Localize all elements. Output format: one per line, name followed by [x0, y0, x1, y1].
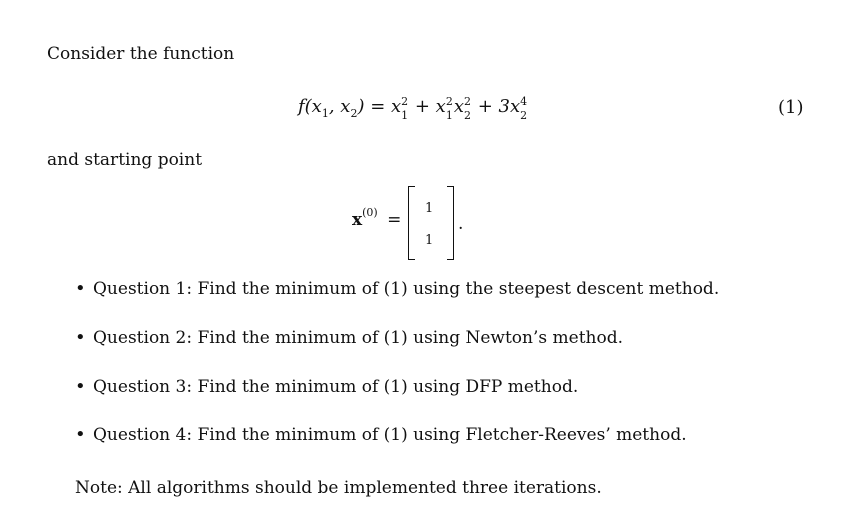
- eq-x2: x: [453, 96, 464, 117]
- start-point-lhs: [352, 206, 402, 230]
- eq-term2b-sub: 2: [464, 109, 471, 122]
- matrix-cell-2: 1: [425, 233, 434, 248]
- equation-number: (1): [778, 97, 804, 118]
- note-text: Note: All algorithms should be implemented three iterations.: [75, 478, 602, 498]
- eq-plus1: + x: [409, 96, 446, 117]
- starting-text: and starting point: [47, 150, 203, 170]
- equation-1: [298, 95, 528, 122]
- eq-term2b-scripts: [464, 95, 472, 122]
- bullet-icon: •: [75, 327, 86, 348]
- bullet-icon: •: [75, 278, 86, 299]
- list-item-question-1: [75, 278, 719, 299]
- matrix-cell-1: 1: [425, 201, 434, 216]
- start-point-symbol: x: [352, 210, 363, 230]
- matrix-right-bracket: [447, 186, 454, 260]
- eq-sub-1: 1: [321, 106, 329, 120]
- bullet-icon: •: [75, 376, 86, 397]
- eq-sep: , x: [328, 96, 351, 117]
- eq-term1-scripts: [401, 95, 409, 122]
- list-item-question-3: [75, 376, 578, 397]
- start-point-period: .: [458, 214, 464, 234]
- eq-plus2: + 3x: [472, 96, 521, 117]
- eq-term2b-exp: 2: [464, 95, 471, 108]
- list-item-question-4: [75, 424, 687, 445]
- question-4-text: Question 4: Find the minimum of (1) using Fletcher-Reeves’ method.: [93, 425, 687, 445]
- eq-lhs: f(x: [298, 96, 322, 117]
- eq-term2a-exp: 2: [445, 95, 453, 108]
- question-3-text: Question 3: Find the minimum of (1) using DFP method.: [93, 377, 579, 397]
- intro-text: Consider the function: [47, 44, 235, 64]
- list-item-question-2: [75, 327, 623, 348]
- eq-term3-exp: 4: [520, 95, 528, 108]
- start-point-superscript: (0): [362, 206, 378, 219]
- start-point-equals: =: [387, 210, 402, 230]
- question-1-text: Question 1: Find the minimum of (1) using the steepest descent method.: [93, 279, 720, 299]
- eq-term3-scripts: [520, 95, 528, 122]
- matrix-left-bracket: [408, 186, 415, 260]
- bullet-icon: •: [75, 424, 86, 445]
- eq-term1-exp: 2: [401, 95, 409, 108]
- start-point-matrix: [408, 186, 454, 258]
- eq-term1-sub: 1: [401, 109, 409, 122]
- eq-term2a-sub: 1: [445, 109, 453, 122]
- eq-sub-2: 2: [350, 106, 358, 120]
- question-2-text: Question 2: Find the minimum of (1) using Newton’s method.: [93, 328, 623, 348]
- eq-term2a-scripts: [445, 95, 454, 122]
- eq-close: ) = x: [357, 96, 402, 117]
- eq-term3-sub: 2: [520, 109, 528, 122]
